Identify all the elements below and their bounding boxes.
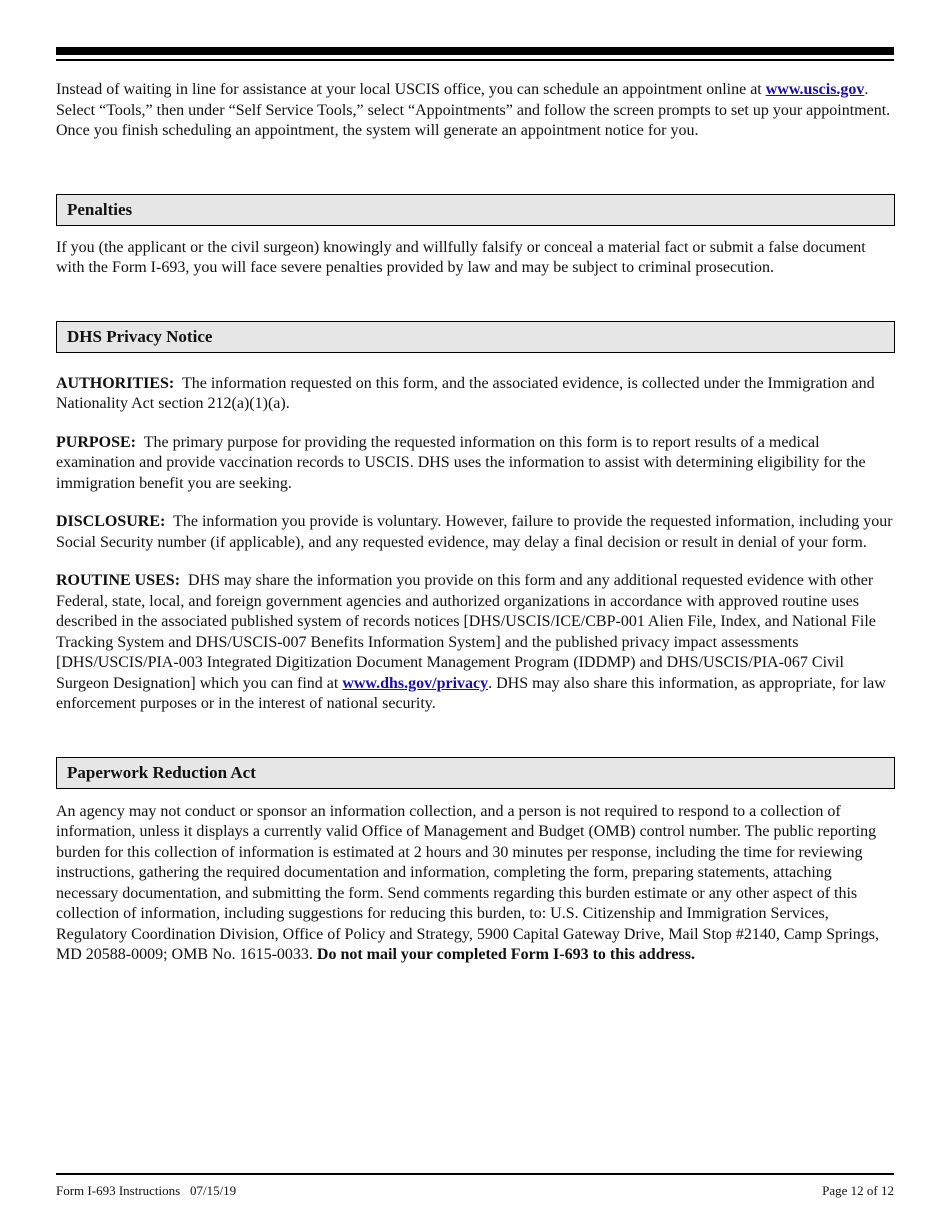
paperwork-bold-notice: Do not mail your completed Form I-693 to this address.: [316, 946, 695, 963]
authorities-paragraph: [56, 374, 896, 415]
purpose-label: PURPOSE:: [56, 433, 136, 451]
penalties-heading: Penalties: [56, 194, 895, 226]
header-thick-rule: [56, 47, 894, 55]
authorities-text: The information requested on this form, and the associated evidence, is collected under the Immigration and Nationality Act section 212(a)(1)(a).: [56, 374, 875, 412]
footer-page-number: Page 12 of 12: [822, 1183, 894, 1198]
header-thin-rule: [56, 59, 894, 61]
disclosure-paragraph: [56, 512, 896, 553]
paperwork-text: An agency may not conduct or sponsor an information collection, and a person is not required to respond to a collection of information, unless it displays a currently valid Office of Management and Budget (OMB) control number. The public reporting burden for this collection of information is estimated at 2 hours and 30 minutes per response, including the time for reviewing instructions, gathering the required documentation and information, completing the form, preparing statements, attaching necessary documentation, and submitting the form. Send comments regarding this burden estimate or any other aspect of this collection of information, including suggestions for reducing this burden, to: U.S. Citizenship and Immigration Services, Regulatory Coordination Division, Office of Policy and Strategy, 5900 Capital Gateway Drive, Mail Stop #2140, Camp Springs, MD 20588-0009; OMB No. 1615-0033.: [56, 802, 879, 963]
privacy-heading: DHS Privacy Notice: [56, 321, 895, 353]
intro-paragraph: [56, 80, 896, 142]
routine-uses-text: DHS may share the information you provide on this form and any additional requested evidence with other Federal, state, local, and foreign government agencies and authorized organizations in accordance with approved routine uses described in the associated published system of records notices [DHS/USCIS/ICE/CBP-001 Alien File, Index, and National File Tracking System and DHS/USCIS-007 Benefits Information System] and the published privacy impact assessments [DHS/USCIS/PIA-003 Integrated Digitization Document Management Program (IDDMP) and DHS/USCIS/PIA-067 Civil Surgeon Designation] which you can find at: [56, 572, 876, 692]
dhs-privacy-link[interactable]: www.dhs.gov/privacy: [342, 674, 489, 692]
purpose-paragraph: [56, 433, 896, 495]
uscis-link[interactable]: www.uscis.gov: [765, 81, 865, 98]
intro-text: Instead of waiting in line for assistance at your local USCIS office, you can schedule an appointment online at: [56, 81, 766, 98]
routine-uses-paragraph: [56, 571, 896, 715]
purpose-text: The primary purpose for providing the requested information on this form is to report results of a medical examination and provide vaccination records to USCIS. DHS uses the information to assist with determining eligibility for the immigration benefit you are seeking.: [56, 433, 866, 492]
routine-uses-label: ROUTINE USES:: [56, 572, 181, 589]
authorities-label: AUTHORITIES:: [56, 374, 175, 392]
disclosure-label: DISCLOSURE:: [56, 513, 166, 530]
disclosure-text: The information you provide is voluntary. However, failure to provide the requested information, including your Social Security number (if applicable), and any requested evidence, may delay a final decision or result in denial of your form.: [56, 513, 893, 551]
penalties-paragraph: If you (the applicant or the civil surgeon) knowingly and willfully falsify or conceal a material fact or submit a false document with the Form I-693, you will face severe penalties provided by law and may be subject to criminal prosecution.: [56, 238, 866, 276]
footer-rule: [56, 1173, 894, 1175]
intro-text-after: . Select “Tools,” then under “Self Service Tools,” select “Appointments” and follow the screen prompts to set up your appointment. Once you finish scheduling an appointment, the system will generate an appointment notice for you.: [56, 81, 891, 139]
page-content: [56, 80, 896, 966]
routine-uses-text-after: . DHS may also share this information, as appropriate, for law enforcement purposes or in the interest of national security.: [56, 674, 886, 712]
paperwork-paragraph: [56, 802, 896, 966]
footer-form-id: Form I-693 Instructions 07/15/19: [56, 1183, 237, 1198]
paperwork-heading: Paperwork Reduction Act: [56, 757, 895, 789]
